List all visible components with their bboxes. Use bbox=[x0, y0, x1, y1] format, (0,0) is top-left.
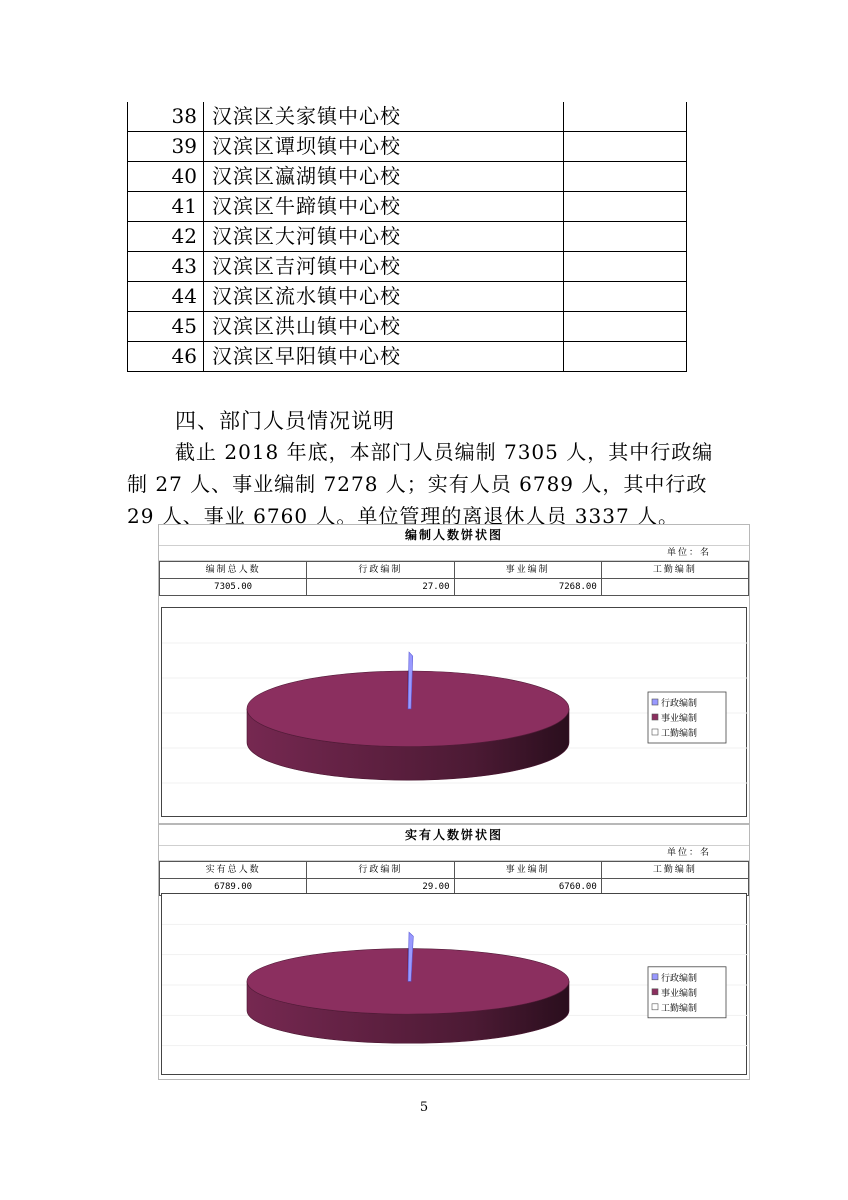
table-row bbox=[128, 102, 687, 132]
unit-label: 单位：名 bbox=[159, 846, 749, 861]
paragraph-line: 29 人、事业 6760 人。单位管理的离退休人员 3337 人。 bbox=[127, 504, 680, 528]
summary-header: 工勤编制 bbox=[601, 562, 748, 579]
page-number: 5 bbox=[419, 1100, 429, 1115]
empty-cell bbox=[564, 222, 687, 252]
legend-label: 工勤编制 bbox=[661, 729, 698, 739]
table-row bbox=[128, 132, 687, 162]
summary-value-row bbox=[160, 579, 749, 596]
paragraph-line: 制 27 人、事业编制 7278 人；实有人员 6789 人，其中行政 bbox=[127, 472, 708, 496]
pie-chart-area bbox=[161, 607, 747, 817]
legend-swatch bbox=[652, 714, 658, 720]
pie-chart-area bbox=[161, 893, 747, 1075]
pie-chart bbox=[162, 608, 748, 818]
summary-header: 事业编制 bbox=[454, 562, 601, 579]
row-number: 41 bbox=[128, 192, 204, 222]
school-name: 汉滨区瀛湖镇中心校 bbox=[204, 162, 564, 192]
school-name: 汉滨区洪山镇中心校 bbox=[204, 312, 564, 342]
table-row bbox=[128, 252, 687, 282]
summary-value: 29.00 bbox=[307, 879, 454, 896]
legend-label: 行政编制 bbox=[661, 699, 698, 709]
school-name: 汉滨区关家镇中心校 bbox=[204, 102, 564, 132]
empty-cell bbox=[564, 312, 687, 342]
row-number: 45 bbox=[128, 312, 204, 342]
empty-cell bbox=[564, 102, 687, 132]
summary-value: 7305.00 bbox=[160, 579, 307, 596]
summary-header-row bbox=[160, 562, 749, 579]
table-row bbox=[128, 192, 687, 222]
summary-header: 编制总人数 bbox=[160, 562, 307, 579]
school-name: 汉滨区牛蹄镇中心校 bbox=[204, 192, 564, 222]
summary-header: 事业编制 bbox=[454, 862, 601, 879]
summary-header: 工勤编制 bbox=[601, 862, 748, 879]
school-name: 汉滨区大河镇中心校 bbox=[204, 222, 564, 252]
pie-chart bbox=[162, 894, 748, 1076]
school-list-table bbox=[127, 102, 687, 372]
report-title: 实有人数饼状图 bbox=[159, 825, 749, 846]
unit-label: 单位：名 bbox=[159, 546, 749, 561]
summary-value: 7268.00 bbox=[454, 579, 601, 596]
row-number: 39 bbox=[128, 132, 204, 162]
legend-swatch bbox=[652, 974, 658, 980]
legend-swatch bbox=[652, 699, 658, 705]
school-name: 汉滨区早阳镇中心校 bbox=[204, 342, 564, 372]
summary-value: 6760.00 bbox=[454, 879, 601, 896]
summary-value: 27.00 bbox=[307, 579, 454, 596]
row-number: 44 bbox=[128, 282, 204, 312]
school-name: 汉滨区谭坝镇中心校 bbox=[204, 132, 564, 162]
table-row bbox=[128, 342, 687, 372]
legend-swatch bbox=[652, 989, 658, 995]
legend-label: 事业编制 bbox=[661, 988, 698, 999]
table-row bbox=[128, 282, 687, 312]
school-name: 汉滨区吉河镇中心校 bbox=[204, 252, 564, 282]
legend-swatch bbox=[652, 1004, 658, 1010]
legend-swatch bbox=[652, 729, 658, 735]
section-heading: 四、部门人员情况说明 bbox=[175, 409, 395, 433]
summary-header-row bbox=[160, 862, 749, 879]
row-number: 46 bbox=[128, 342, 204, 372]
row-number: 38 bbox=[128, 102, 204, 132]
table-row bbox=[128, 222, 687, 252]
row-number: 42 bbox=[128, 222, 204, 252]
empty-cell bbox=[564, 162, 687, 192]
summary-header: 行政编制 bbox=[307, 862, 454, 879]
summary-header: 实有总人数 bbox=[160, 862, 307, 879]
empty-cell bbox=[564, 252, 687, 282]
table-row bbox=[128, 312, 687, 342]
paragraph-line: 截止 2018 年底，本部门人员编制 7305 人，其中行政编 bbox=[175, 440, 714, 464]
empty-cell bbox=[564, 132, 687, 162]
quota-pie-report bbox=[158, 524, 750, 824]
actual-pie-report bbox=[158, 824, 750, 1080]
table-row bbox=[128, 162, 687, 192]
row-number: 43 bbox=[128, 252, 204, 282]
summary-value: 6789.00 bbox=[160, 879, 307, 896]
summary-table bbox=[159, 861, 749, 896]
legend-label: 工勤编制 bbox=[661, 1003, 698, 1014]
summary-value bbox=[601, 579, 748, 596]
summary-table bbox=[159, 561, 749, 596]
empty-cell bbox=[564, 342, 687, 372]
staffing-paragraph bbox=[127, 436, 727, 532]
school-name: 汉滨区流水镇中心校 bbox=[204, 282, 564, 312]
legend-label: 行政编制 bbox=[661, 973, 698, 984]
row-number: 40 bbox=[128, 162, 204, 192]
empty-cell bbox=[564, 192, 687, 222]
report-title: 编制人数饼状图 bbox=[159, 525, 749, 546]
empty-cell bbox=[564, 282, 687, 312]
legend-label: 事业编制 bbox=[661, 714, 698, 724]
summary-header: 行政编制 bbox=[307, 562, 454, 579]
